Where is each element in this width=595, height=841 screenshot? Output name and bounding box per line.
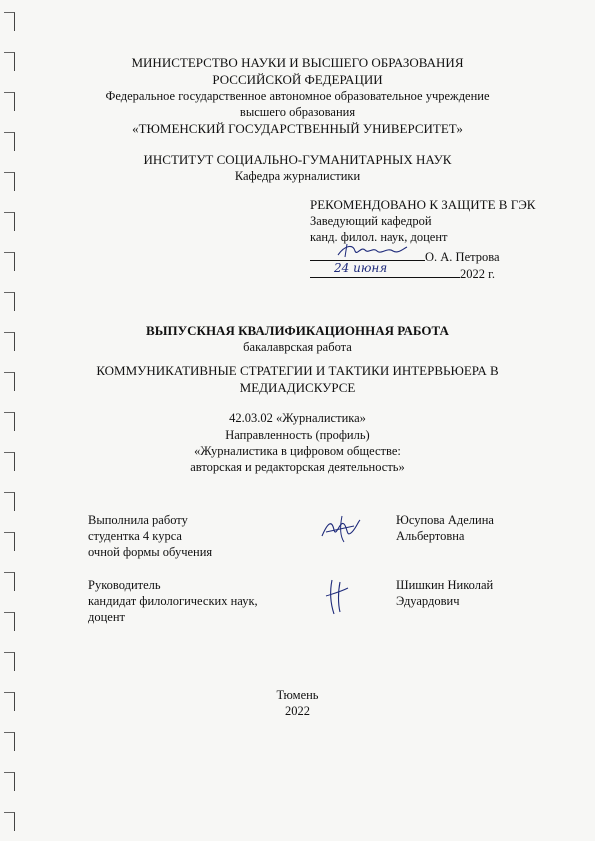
profile-line-1: «Журналистика в цифровом обществе: (194, 444, 401, 458)
approval-year: 2022 г. (460, 267, 495, 281)
supervisor-role-line-2: кандидат филологических наук, (88, 594, 258, 608)
footer-city: Тюмень (276, 688, 319, 702)
approval-position: Заведующий кафедрой (310, 214, 432, 228)
ministry-line-1: МИНИСТЕРСТВО НАУКИ И ВЫСШЕГО ОБРАЗОВАНИЯ (131, 55, 464, 70)
department-name: Кафедра журналистики (234, 169, 361, 183)
binding-mark (4, 772, 15, 791)
footer-year: 2022 (285, 704, 310, 718)
work-title-line-2: МЕДИАДИСКУРСЕ (239, 380, 356, 395)
supervisor-name-line-2: Эдуардович (396, 594, 460, 608)
binding-mark (4, 292, 15, 311)
author-name-line-1: Юсупова Аделина (396, 513, 494, 527)
university-name: «ТЮМЕНСКИЙ ГОСУДАРСТВЕННЫЙ УНИВЕРСИТЕТ» (132, 121, 463, 136)
profile-line-2: авторская и редакторская деятельность» (190, 460, 405, 474)
institute-name: ИНСТИТУТ СОЦИАЛЬНО-ГУМАНИТАРНЫХ НАУК (143, 152, 452, 167)
author-signature (318, 512, 363, 546)
date-blank (310, 263, 460, 278)
author-name-line-2: Альбертовна (396, 529, 465, 543)
binding-mark (4, 12, 15, 31)
approval-name: О. А. Петрова (425, 250, 500, 264)
ministry-line-2: РОССИЙСКОЙ ФЕДЕРАЦИИ (212, 72, 383, 87)
binding-mark (4, 812, 15, 831)
supervisor-signature (322, 576, 352, 618)
approval-heading: РЕКОМЕНДОВАНО К ЗАЩИТЕ В ГЭК (310, 197, 536, 212)
author-role-line-3: очной формы обучения (88, 545, 213, 559)
binding-mark (4, 572, 15, 591)
supervisor-name-line-1: Шишкин Николай (396, 578, 494, 592)
binding-mark (4, 652, 15, 671)
handwritten-date: 24 июня (334, 261, 388, 275)
institution-type-line-2: высшего образования (239, 105, 356, 119)
supervisor-role-line-1: Руководитель (88, 578, 161, 592)
work-type-title: ВЫПУСКНАЯ КВАЛИФИКАЦИОННАЯ РАБОТА (146, 323, 449, 338)
profile-label: Направленность (профиль) (225, 428, 370, 442)
supervisor-role-line-3: доцент (88, 610, 125, 624)
author-role-line-2: студентка 4 курса (88, 529, 182, 543)
binding-mark (4, 212, 15, 231)
binding-mark (4, 252, 15, 271)
program-code: 42.03.02 «Журналистика» (229, 411, 366, 425)
binding-mark (4, 732, 15, 751)
institution-type-line-1: Федеральное государственное автономное образовательное учреждение (105, 89, 490, 103)
work-title-line-1: КОММУНИКАТИВНЫЕ СТРАТЕГИИ И ТАКТИКИ ИНТЕРВЬЮЕРА В (96, 363, 499, 378)
head-signature (335, 241, 410, 261)
approval-degree: канд. филол. наук, доцент (310, 230, 448, 244)
binding-mark (4, 612, 15, 631)
work-type-subtitle: бакалаврская работа (243, 340, 352, 354)
binding-mark (4, 492, 15, 511)
approval-date-line (310, 263, 495, 282)
author-role-line-1: Выполнила работу (88, 513, 188, 527)
binding-mark (4, 532, 15, 551)
